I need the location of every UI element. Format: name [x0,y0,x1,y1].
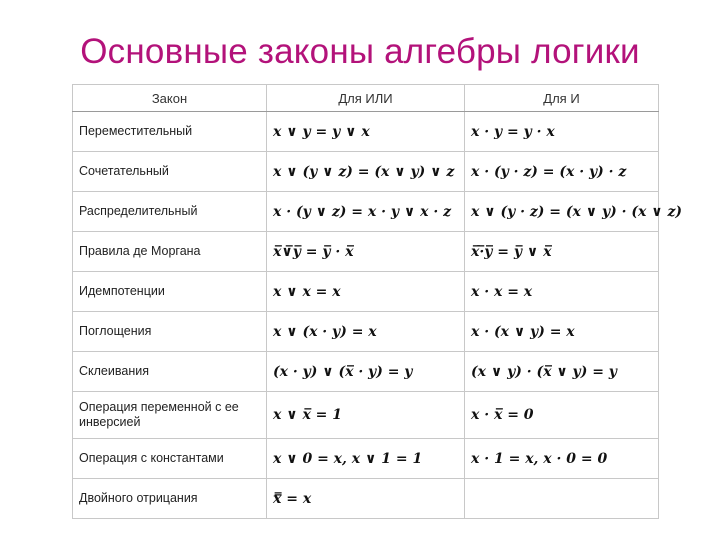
law-name: Операция с константами [73,439,267,479]
or-formula: (x · y) ∨ (x̅ · y) = y [267,352,465,392]
or-formula: x ∨ (x · y) = x [267,312,465,352]
or-formula: x ∨ y = y ∨ x [267,112,465,152]
table-row [73,439,659,479]
table-header-row [73,85,659,112]
table-row [73,192,659,232]
table-row [73,392,659,439]
laws-table [72,84,683,519]
table-row [73,312,659,352]
law-name: Двойного отрицания [73,479,267,519]
and-formula: x ∨ (y · z) = (x ∨ y) · (x ∨ z) [465,192,659,232]
header-or: Для ИЛИ [267,85,465,112]
and-formula: x · x = x [465,272,659,312]
header-law: Закон [73,85,267,112]
and-formula: x · (y · z) = (x · y) · z [465,152,659,192]
or-formula: x ∨ 0 = x, x ∨ 1 = 1 [267,439,465,479]
table-row [73,152,659,192]
and-formula: x̅·̅y̅ = y̅ ∨ x̅ [465,232,659,272]
or-formula: x ∨ x = x [267,272,465,312]
law-name: Переместительный [73,112,267,152]
and-formula: x · y = y · x [465,112,659,152]
law-name: Правила де Моргана [73,232,267,272]
and-formula [465,479,659,519]
table-row [73,352,659,392]
or-formula: x ∨ (y ∨ z) = (x ∨ y) ∨ z [267,152,465,192]
table-row [73,232,659,272]
and-formula: x · (x ∨ y) = x [465,312,659,352]
law-name: Распределительный [73,192,267,232]
and-formula: x · x̅ = 0 [465,392,659,439]
table-row [73,112,659,152]
table-row [73,272,659,312]
header-and: Для И [465,85,659,112]
or-formula: x ∨ x̅ = 1 [267,392,465,439]
law-name: Склеивания [73,352,267,392]
and-formula: x · 1 = x, x · 0 = 0 [465,439,659,479]
or-formula: x̅∨̅y̅ = y̅ · x̅ [267,232,465,272]
or-formula: x̿ = x [267,479,465,519]
law-name: Сочетательный [73,152,267,192]
table-row [73,479,659,519]
law-name: Операция переменной с ее инверсией [73,392,267,439]
law-name: Идемпотенции [73,272,267,312]
or-formula: x · (y ∨ z) = x · y ∨ x · z [267,192,465,232]
slide-title: Основные законы алгебры логики [80,32,640,71]
and-formula: (x ∨ y) · (x̅ ∨ y) = y [465,352,659,392]
law-name: Поглощения [73,312,267,352]
